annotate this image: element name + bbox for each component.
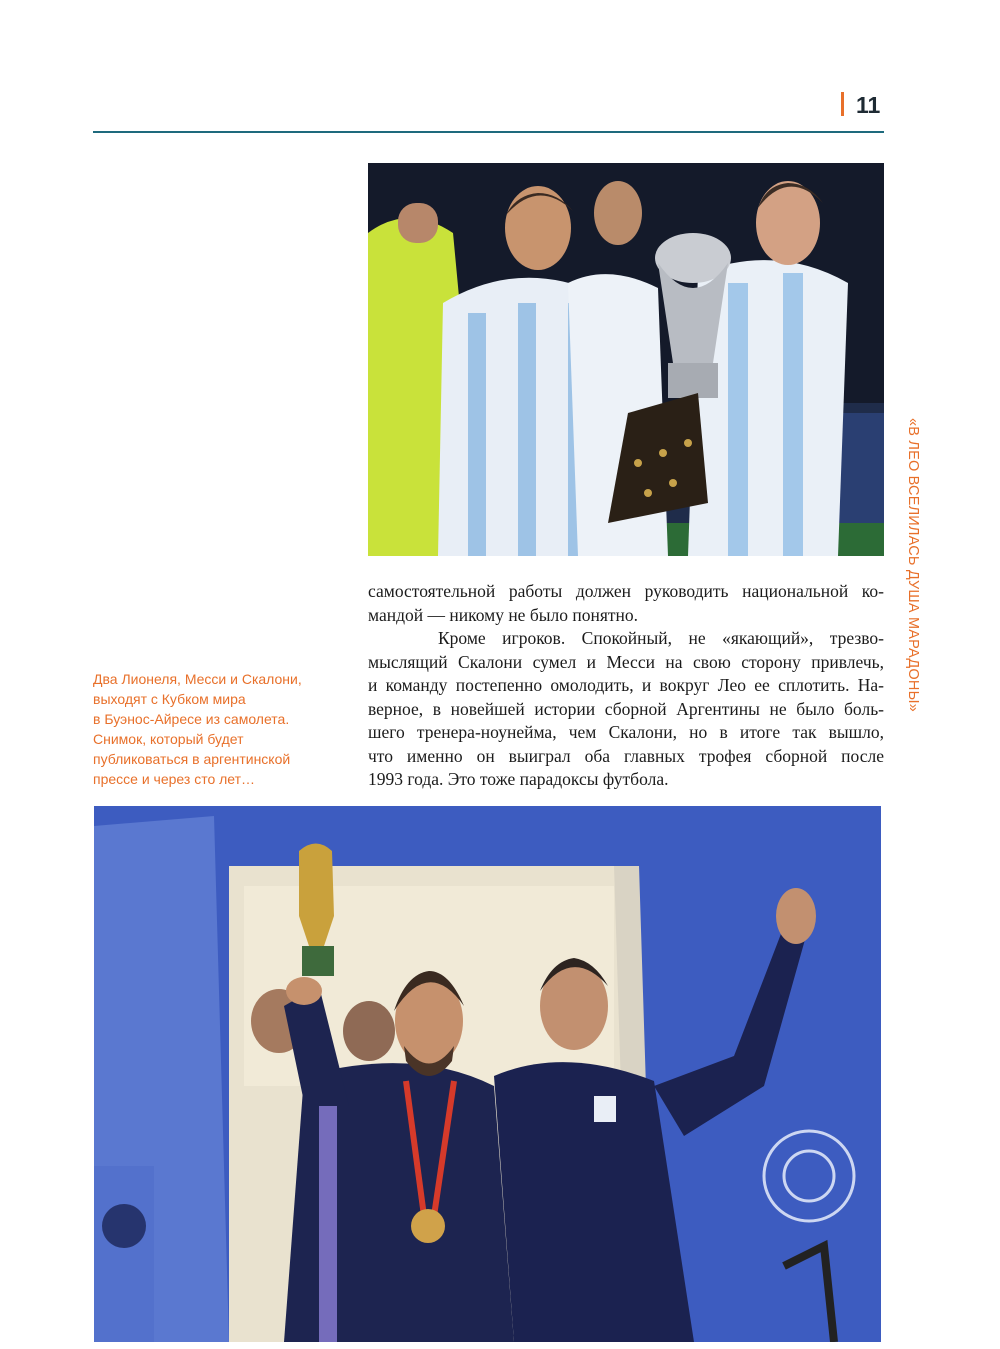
- header-rule: [93, 131, 884, 133]
- caption-line: в Буэнос-Айресе из самолета.: [93, 711, 290, 727]
- body-line: Кроме игроков. Спокойный, не «якающий», трезво-: [438, 628, 884, 648]
- body-line: мандой — никому не было понятно.: [368, 604, 639, 625]
- caption-line: прессе и через сто лет…: [93, 771, 256, 787]
- page-number: 11: [856, 92, 881, 118]
- caption-line: Два Лионеля, Месси и Скалони,: [93, 671, 302, 687]
- caption-line: выходят с Кубком мира: [93, 691, 246, 707]
- photo-world-cup-arrival: [94, 806, 881, 1342]
- body-line: 1993 года. Это тоже парадоксы футбола.: [368, 769, 669, 789]
- caption-line: публиковаться в аргентинской: [93, 751, 291, 767]
- body-text: [368, 580, 884, 792]
- body-line: самостоятельной работы должен руководить национальной ко-: [368, 581, 884, 601]
- body-line: мыслящий Скалони сумел и Месси на свою сторону привлечь,: [368, 651, 884, 672]
- body-line: шего тренера-ноунейма, чем Скалони, но в итоге так вышло,: [368, 722, 884, 742]
- caption-line: Снимок, который будет: [93, 731, 244, 747]
- body-line: что именно он выиграл оба главных трофея сборной после: [368, 745, 884, 766]
- photo-caption: [93, 669, 333, 789]
- body-line: верное, в новейшей истории сборной Аргентины не было боль-: [368, 698, 884, 719]
- body-line: и команду постепенно омолодить, и вокруг Лео ее сплотить. На-: [368, 675, 884, 695]
- photo-copa-america: [368, 163, 884, 556]
- running-title: «В ЛЕО ВСЕЛИЛАСЬ ДУША МАРАДОНЫ»: [905, 418, 921, 712]
- page-number-divider: [841, 92, 844, 116]
